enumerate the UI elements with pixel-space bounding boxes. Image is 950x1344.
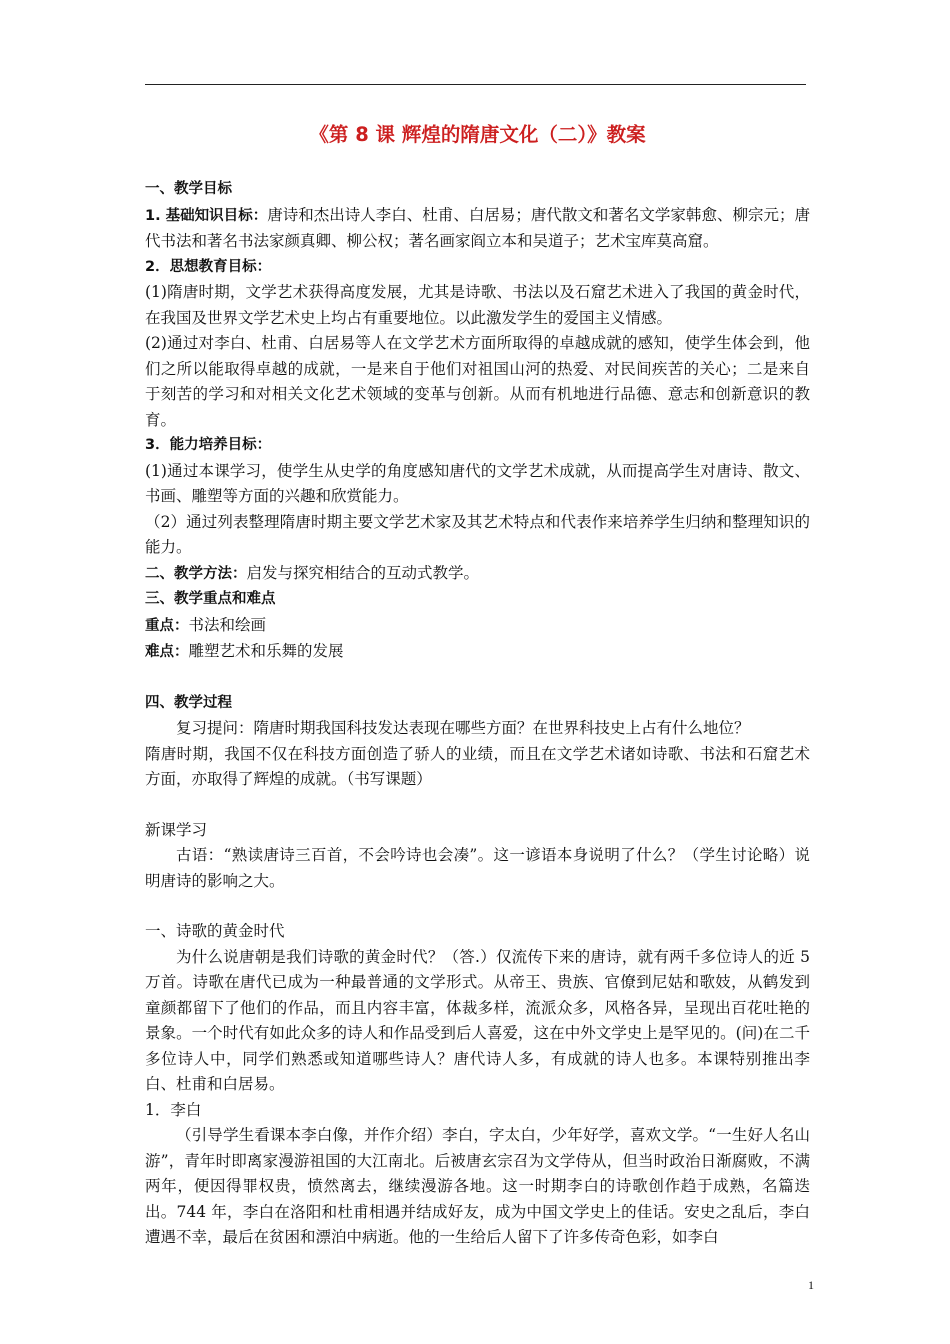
section-heading-objectives: 一、教学目标 <box>145 181 232 197</box>
objective-ideology-p2: (2)通过对李白、杜甫、白居易等人在文学艺术方面所取得的卓越成就的感知，使学生体会到，他们之所以能取得卓越的成就，一是来自于他们对祖国山河的热爱、对民间疾苦的关心；二是来自于刻苦的学习和对相关文化艺术领域的变革与创新。从而有机地进行品德、意志和创新意识的教育。 <box>145 334 810 429</box>
difficult-point-text: 雕塑艺术和乐舞的发展 <box>188 642 344 660</box>
objective-knowledge <box>145 203 810 255</box>
section-heading-process: 四、教学过程 <box>145 694 232 711</box>
key-point-text: 书法和绘画 <box>188 615 267 634</box>
poetry-paragraph: 为什么说唐朝是我们诗歌的黄金时代？（答.）仅流传下来的唐诗，就有两千多位诗人的近 5 万首。诗歌在唐代已成为一种最普通的文学形式。从帝王、贵族、官僚到尼姑和歌妓，从鹤发到童颜都留下了他们的作品，而且内容丰富，体裁多样，流派众多，风格各异，呈现出百花吐艳的景象。一个时代有如此众多的诗人和作品受到后人喜爱，这在中外文学史上是罕见的。(问)在二千多位诗人中，同学们熟悉或知道哪些诗人？唐代诗人多，有成就的诗人也多。本课特别推出李白、杜甫和白居易。 <box>145 947 810 1093</box>
objective-ideology-p1: (1)隋唐时期，文学艺术获得高度发展，尤其是诗歌、书法以及石窟艺术进入了我国的黄金时代，在我国及世界文学艺术史上均占有重要地位。以此激发学生的爱国主义情感。 <box>145 283 810 327</box>
libai-heading: 1．李白 <box>145 1100 202 1119</box>
new-lesson-label: 新课学习 <box>145 820 208 839</box>
teaching-method-label: 二、教学方法： <box>145 565 247 582</box>
poetry-heading: 一、诗歌的黄金时代 <box>145 922 285 940</box>
libai-paragraph: （引导学生看课本李白像，并作介绍）李白，字太白，少年好学，喜欢文学。“一生好人名山游”，青年时即离家漫游祖国的大江南北。后被唐玄宗召为文学侍从，但当时政治日渐腐败，不满两年，便因得罪权贵，愤然离去，继续漫游各地。这一时期李白的诗歌创作趋于成熟，名篇迭出。744 年，李白在洛阳和杜甫相遇并结成好友，成为中国文学史上的佳话。安史之乱后，李白遭遇不幸，最后在贫困和漂泊中病逝。他的一生给后人留下了许多传奇色彩，如李白 <box>145 1126 810 1246</box>
difficult-point <box>145 639 810 666</box>
objective-ability-p1: (1)通过本课学习，使学生从史学的角度感知唐代的文学艺术成就，从而提高学生对唐诗、散文、书画、雕塑等方面的兴趣和欣赏能力。 <box>145 461 810 505</box>
objective-ability-label: 3．能力培养目标： <box>145 437 272 453</box>
teaching-method-text: 启发与探究相结合的互动式教学。 <box>246 563 480 582</box>
header-rule <box>145 84 806 85</box>
review-answer: 隋唐时期，我国不仅在科技方面创造了骄人的业绩，而且在文学艺术诸如诗歌、书法和石窟艺术方面，亦取得了辉煌的成就。（书写课题） <box>145 744 810 788</box>
teaching-method <box>145 561 810 588</box>
section-heading-key-points: 三、教学重点和难点 <box>145 591 276 607</box>
document-title: 《第 8 课 辉煌的隋唐文化（二）》教案 <box>309 123 646 146</box>
objective-knowledge-text: 唐诗和杰出诗人李白、杜甫、白居易；唐代散文和著名文学家韩愈、柳宗元；唐代书法和著名书法家颜真卿、柳公权；著名画家阎立本和吴道子；艺术宝库莫高窟。 <box>145 205 810 250</box>
review-question: 复习提问：隋唐时期我国科技发达表现在哪些方面？在世界科技史上占有什么地位？ <box>176 719 750 737</box>
key-point <box>145 613 810 640</box>
page-number: 1 <box>808 1278 814 1292</box>
key-point-label: 重点： <box>145 617 189 634</box>
objective-knowledge-label: 1. 基础知识目标： <box>145 207 268 224</box>
objective-ideology-label: 2．思想教育目标： <box>145 258 272 275</box>
document-body <box>145 118 810 1251</box>
objective-ability-p2: （2）通过列表整理隋唐时期主要文学艺术家及其艺术特点和代表作来培养学生归纳和整理知识的能力。 <box>145 512 810 556</box>
proverb-paragraph: 古语：“熟读唐诗三百首，不会吟诗也会凑”。这一谚语本身说明了什么？（学生讨论略）说明唐诗的影响之大。 <box>145 846 810 890</box>
difficult-point-label: 难点： <box>145 644 189 660</box>
